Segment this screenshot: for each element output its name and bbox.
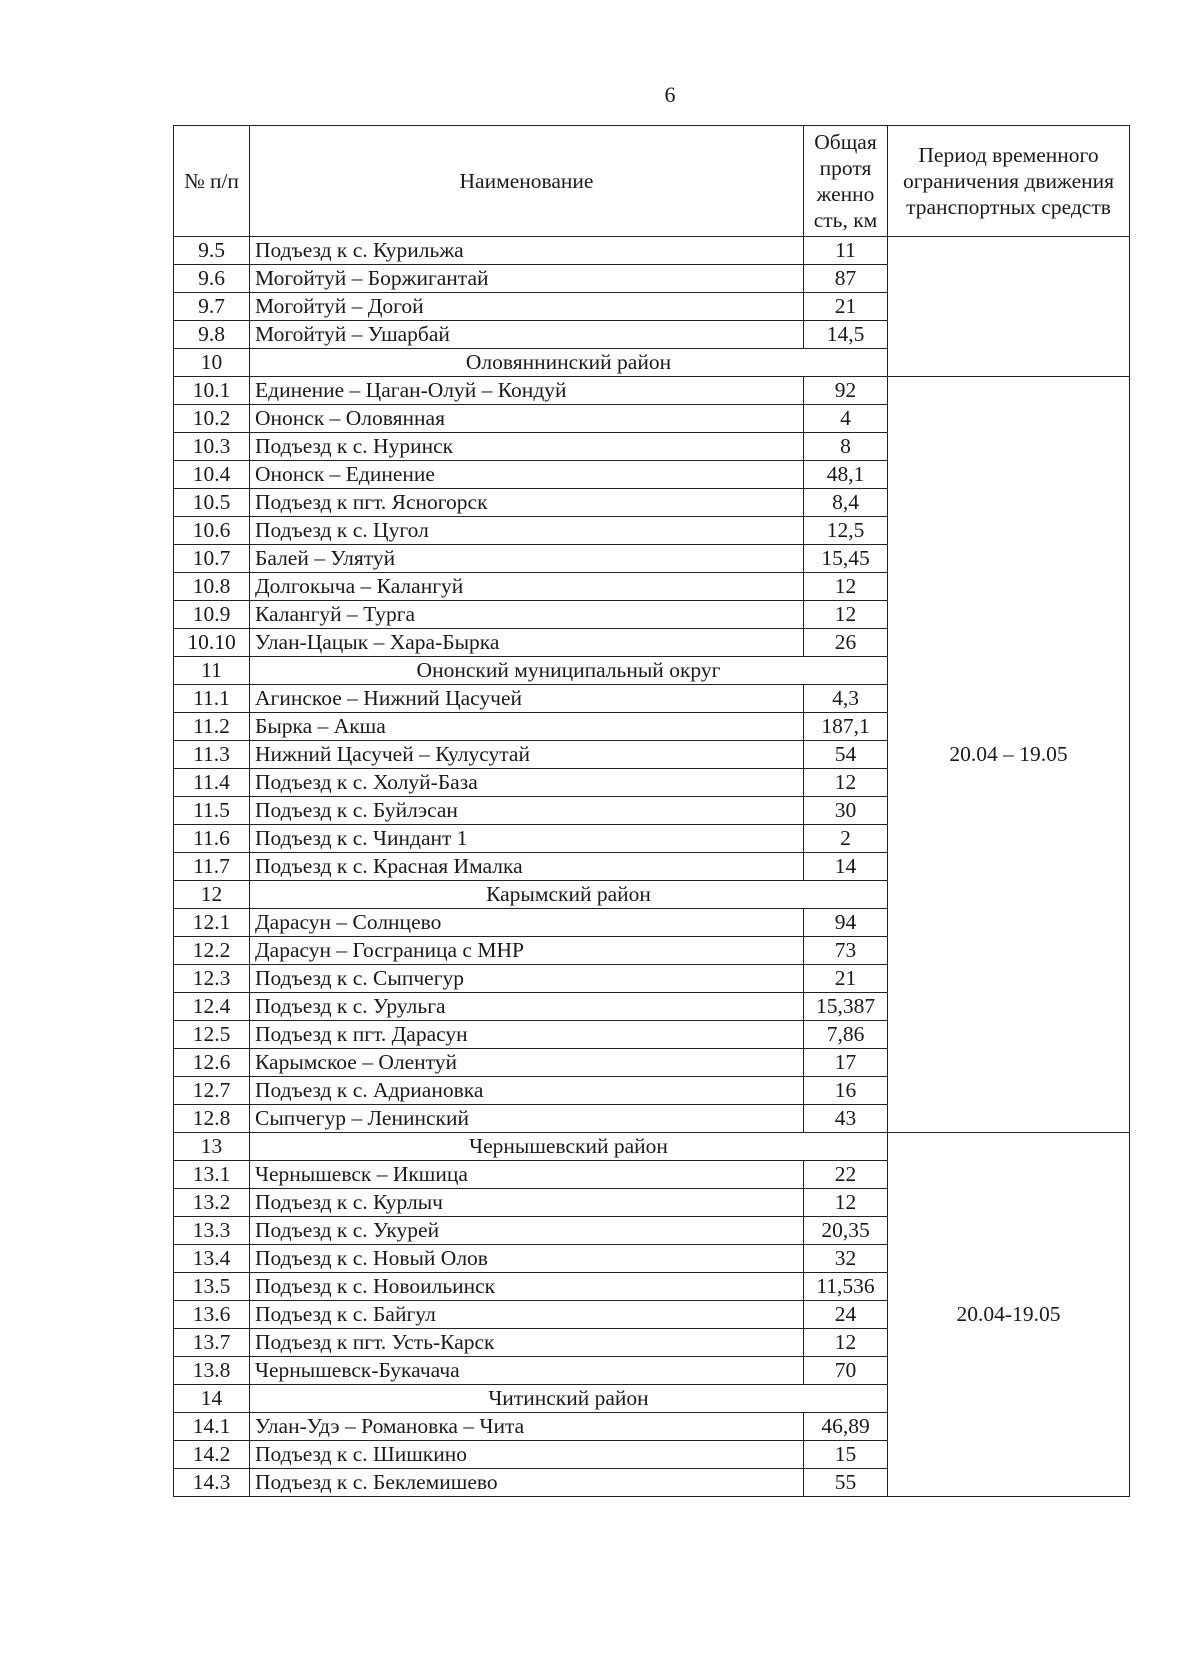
row-number: 12.2 (174, 937, 250, 965)
row-number: 11 (174, 657, 250, 685)
row-number: 12 (174, 881, 250, 909)
row-number: 11.7 (174, 853, 250, 881)
road-name: Чернышевск – Икшица (250, 1161, 804, 1189)
road-name: Подъезд к с. Шишкино (250, 1441, 804, 1469)
roads-table (173, 125, 1130, 1497)
road-name: Сыпчегур – Ленинский (250, 1105, 804, 1133)
header-name: Наименование (250, 126, 804, 237)
road-name: Нижний Цасучей – Кулусутай (250, 741, 804, 769)
row-number: 13.5 (174, 1273, 250, 1301)
road-length: 4,3 (804, 685, 888, 713)
road-name: Подъезд к с. Курлыч (250, 1189, 804, 1217)
row-number: 10.10 (174, 629, 250, 657)
row-number: 13.4 (174, 1245, 250, 1273)
road-name: Улан-Удэ – Романовка – Чита (250, 1413, 804, 1441)
road-name: Балей – Улятуй (250, 545, 804, 573)
road-length: 4 (804, 405, 888, 433)
row-number: 13.8 (174, 1357, 250, 1385)
road-length: 26 (804, 629, 888, 657)
row-number: 10.5 (174, 489, 250, 517)
row-number: 9.5 (174, 237, 250, 265)
district-name: Карымский район (250, 881, 888, 909)
road-length: 20,35 (804, 1217, 888, 1245)
road-length: 21 (804, 293, 888, 321)
road-length: 12 (804, 1189, 888, 1217)
road-length: 92 (804, 377, 888, 405)
road-length: 30 (804, 797, 888, 825)
road-length: 22 (804, 1161, 888, 1189)
road-length: 12 (804, 601, 888, 629)
table-row (174, 377, 1130, 405)
row-number: 9.6 (174, 265, 250, 293)
row-number: 10.8 (174, 573, 250, 601)
row-number: 11.1 (174, 685, 250, 713)
road-length: 15 (804, 1441, 888, 1469)
row-number: 11.3 (174, 741, 250, 769)
row-number: 10.7 (174, 545, 250, 573)
road-name: Дарасун – Госграница с МНР (250, 937, 804, 965)
road-length: 15,387 (804, 993, 888, 1021)
road-name: Агинское – Нижний Цасучей (250, 685, 804, 713)
district-name: Оловяннинский район (250, 349, 888, 377)
district-name: Чернышевский район (250, 1133, 888, 1161)
header-length: Общая протя женно сть, км (804, 126, 888, 237)
row-number: 10 (174, 349, 250, 377)
road-length: 12 (804, 573, 888, 601)
road-name: Подъезд к с. Буйлэсан (250, 797, 804, 825)
road-length: 12 (804, 769, 888, 797)
road-name: Подъезд к с. Беклемишево (250, 1469, 804, 1497)
row-number: 11.4 (174, 769, 250, 797)
road-length: 11,536 (804, 1273, 888, 1301)
road-length: 14,5 (804, 321, 888, 349)
road-length: 46,89 (804, 1413, 888, 1441)
restriction-period (888, 237, 1130, 377)
road-length: 187,1 (804, 713, 888, 741)
table-header-row (174, 126, 1130, 237)
road-name: Дарасун – Солнцево (250, 909, 804, 937)
row-number: 14 (174, 1385, 250, 1413)
road-length: 7,86 (804, 1021, 888, 1049)
road-length: 73 (804, 937, 888, 965)
road-name: Ононск – Единение (250, 461, 804, 489)
road-name: Могойтуй – Боржигантай (250, 265, 804, 293)
table-body (174, 237, 1130, 1497)
road-length: 54 (804, 741, 888, 769)
row-number: 10.2 (174, 405, 250, 433)
row-number: 10.3 (174, 433, 250, 461)
road-length: 70 (804, 1357, 888, 1385)
road-name: Ононск – Оловянная (250, 405, 804, 433)
row-number: 10.6 (174, 517, 250, 545)
road-name: Подъезд к с. Холуй-База (250, 769, 804, 797)
road-name: Подъезд к с. Укурей (250, 1217, 804, 1245)
road-length: 12,5 (804, 517, 888, 545)
row-number: 12.3 (174, 965, 250, 993)
district-name: Ононский муниципальный округ (250, 657, 888, 685)
row-number: 13.1 (174, 1161, 250, 1189)
header-period: Период временного ограничения движения транспортных средств (888, 126, 1130, 237)
road-length: 21 (804, 965, 888, 993)
road-name: Подъезд к пгт. Ясногорск (250, 489, 804, 517)
road-name: Карымское – Олентуй (250, 1049, 804, 1077)
row-number: 14.3 (174, 1469, 250, 1497)
road-name: Подъезд к с. Новоильинск (250, 1273, 804, 1301)
road-length: 11 (804, 237, 888, 265)
restriction-period: 20.04-19.05 (888, 1133, 1130, 1497)
district-name: Читинский район (250, 1385, 888, 1413)
road-length: 15,45 (804, 545, 888, 573)
row-number: 11.2 (174, 713, 250, 741)
row-number: 12.5 (174, 1021, 250, 1049)
row-number: 12.4 (174, 993, 250, 1021)
row-number: 12.8 (174, 1105, 250, 1133)
road-length: 43 (804, 1105, 888, 1133)
row-number: 9.7 (174, 293, 250, 321)
road-name: Подъезд к с. Красная Ималка (250, 853, 804, 881)
road-name: Подъезд к с. Байгул (250, 1301, 804, 1329)
row-number: 14.2 (174, 1441, 250, 1469)
road-name: Подъезд к с. Курильжа (250, 237, 804, 265)
row-number: 11.5 (174, 797, 250, 825)
road-name: Улан-Цацык – Хара-Бырка (250, 629, 804, 657)
road-length: 32 (804, 1245, 888, 1273)
header-number: № п/п (174, 126, 250, 237)
restriction-period: 20.04 – 19.05 (888, 377, 1130, 1133)
road-length: 94 (804, 909, 888, 937)
road-length: 14 (804, 853, 888, 881)
row-number: 14.1 (174, 1413, 250, 1441)
row-number: 13.6 (174, 1301, 250, 1329)
road-name: Подъезд к пгт. Усть-Карск (250, 1329, 804, 1357)
row-number: 10.1 (174, 377, 250, 405)
road-length: 48,1 (804, 461, 888, 489)
road-name: Подъезд к с. Цугол (250, 517, 804, 545)
road-name: Подъезд к пгт. Дарасун (250, 1021, 804, 1049)
row-number: 13.3 (174, 1217, 250, 1245)
road-name: Подъезд к с. Адриановка (250, 1077, 804, 1105)
row-number: 12.7 (174, 1077, 250, 1105)
row-number: 9.8 (174, 321, 250, 349)
road-name: Подъезд к с. Новый Олов (250, 1245, 804, 1273)
road-length: 17 (804, 1049, 888, 1077)
table-row (174, 237, 1130, 265)
road-length: 2 (804, 825, 888, 853)
road-length: 87 (804, 265, 888, 293)
road-name: Могойтуй – Догой (250, 293, 804, 321)
row-number: 10.4 (174, 461, 250, 489)
road-name: Единение – Цаган-Олуй – Кондуй (250, 377, 804, 405)
road-length: 8,4 (804, 489, 888, 517)
road-name: Подъезд к с. Чиндант 1 (250, 825, 804, 853)
section-row (174, 1133, 1130, 1161)
road-length: 55 (804, 1469, 888, 1497)
page-number: 6 (664, 82, 676, 107)
row-number: 12.1 (174, 909, 250, 937)
row-number: 12.6 (174, 1049, 250, 1077)
row-number: 11.6 (174, 825, 250, 853)
row-number: 10.9 (174, 601, 250, 629)
road-length: 16 (804, 1077, 888, 1105)
road-name: Подъезд к с. Нуринск (250, 433, 804, 461)
road-name: Калангуй – Турга (250, 601, 804, 629)
road-length: 12 (804, 1329, 888, 1357)
road-name: Могойтуй – Ушарбай (250, 321, 804, 349)
road-name: Долгокыча – Калангуй (250, 573, 804, 601)
road-name: Подъезд к с. Урульга (250, 993, 804, 1021)
road-name: Бырка – Акша (250, 713, 804, 741)
road-length: 8 (804, 433, 888, 461)
row-number: 13 (174, 1133, 250, 1161)
road-length: 24 (804, 1301, 888, 1329)
road-name: Чернышевск-Букачача (250, 1357, 804, 1385)
road-name: Подъезд к с. Сыпчегур (250, 965, 804, 993)
row-number: 13.2 (174, 1189, 250, 1217)
row-number: 13.7 (174, 1329, 250, 1357)
